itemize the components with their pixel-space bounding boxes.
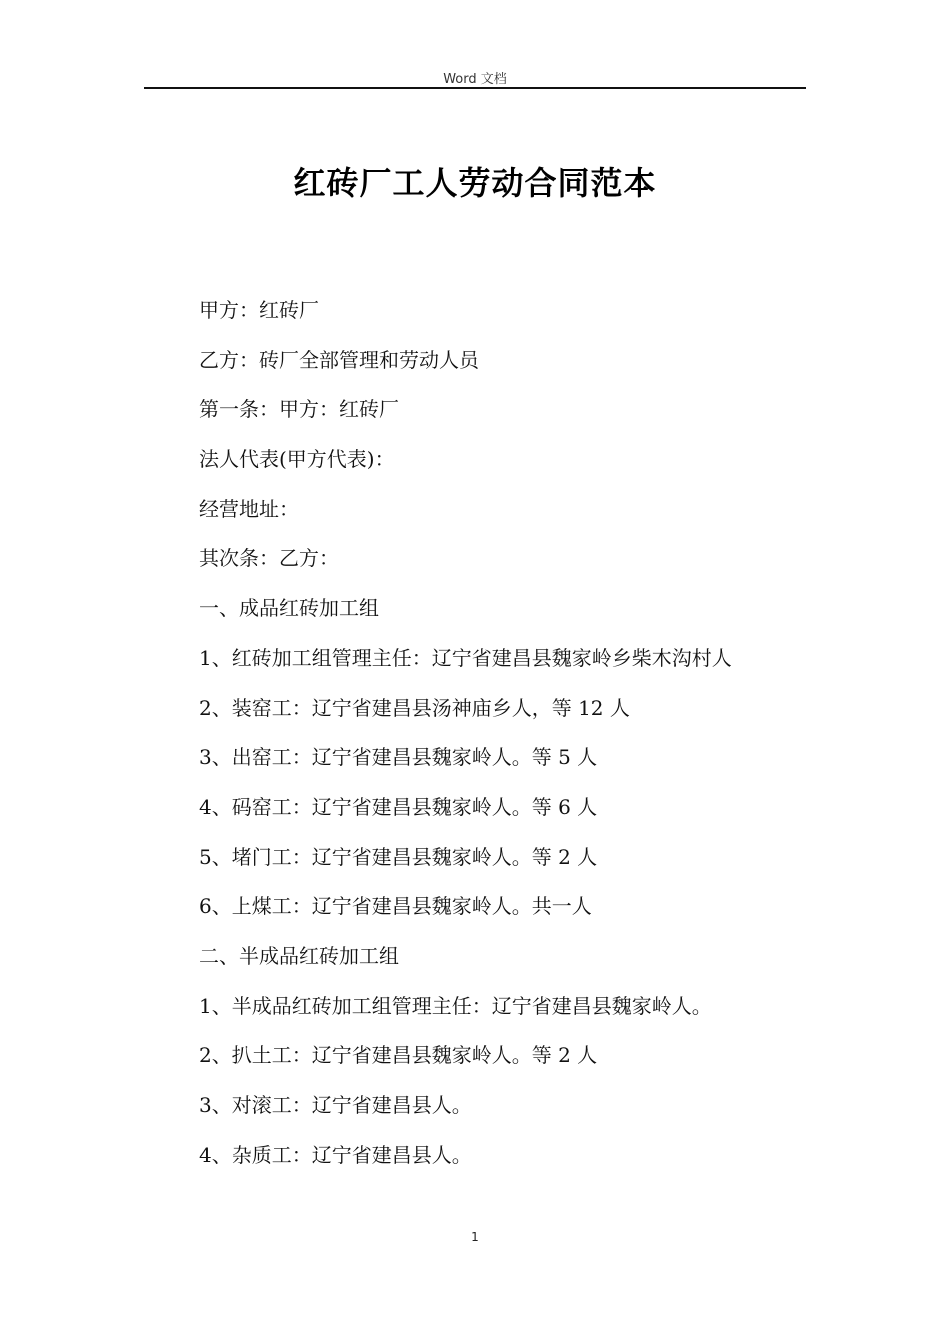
paragraph: 法人代表(甲方代表)： [199,447,395,472]
paragraph: 1、半成品红砖加工组管理主任：辽宁省建昌县魏家岭人。 [199,993,712,1018]
paragraph: 2、装窑工：辽宁省建昌县汤神庙乡人，等 12 人 [199,695,630,720]
paragraph: 5、堵门工：辽宁省建昌县魏家岭人。等 2 人 [199,844,598,869]
document-body [199,292,819,1186]
paragraph: 经营地址： [199,496,299,521]
section-heading: 二、半成品红砖加工组 [199,943,399,968]
paragraph: 6、上煤工：辽宁省建昌县魏家岭人。共一人 [199,894,592,919]
page-number: 1 [471,1230,479,1244]
paragraph: 1、红砖加工组管理主任：辽宁省建昌县魏家岭乡柴木沟村人 [199,645,732,670]
paragraph: 甲方：红砖厂 [199,298,319,322]
paragraph: 4、码窑工：辽宁省建昌县魏家岭人。等 6 人 [199,794,598,819]
paragraph: 2、扒土工：辽宁省建昌县魏家岭人。等 2 人 [199,1043,598,1068]
paragraph: 4、杂质工：辽宁省建昌县人。 [199,1142,472,1167]
section-heading: 一、成品红砖加工组 [199,596,379,621]
paragraph: 3、对滚工：辽宁省建昌县人。 [199,1093,472,1117]
paragraph: 第一条：甲方：红砖厂 [199,397,399,422]
paragraph: 3、出窑工：辽宁省建昌县魏家岭人。等 5 人 [199,745,598,770]
paragraph: 乙方：砖厂全部管理和劳动人员 [199,347,479,372]
header-divider [144,87,806,89]
paragraph: 其次条：乙方： [199,546,339,571]
page-header: Word 文档 [443,72,507,87]
document-title: 红砖厂工人劳动合同范本 [293,164,657,202]
